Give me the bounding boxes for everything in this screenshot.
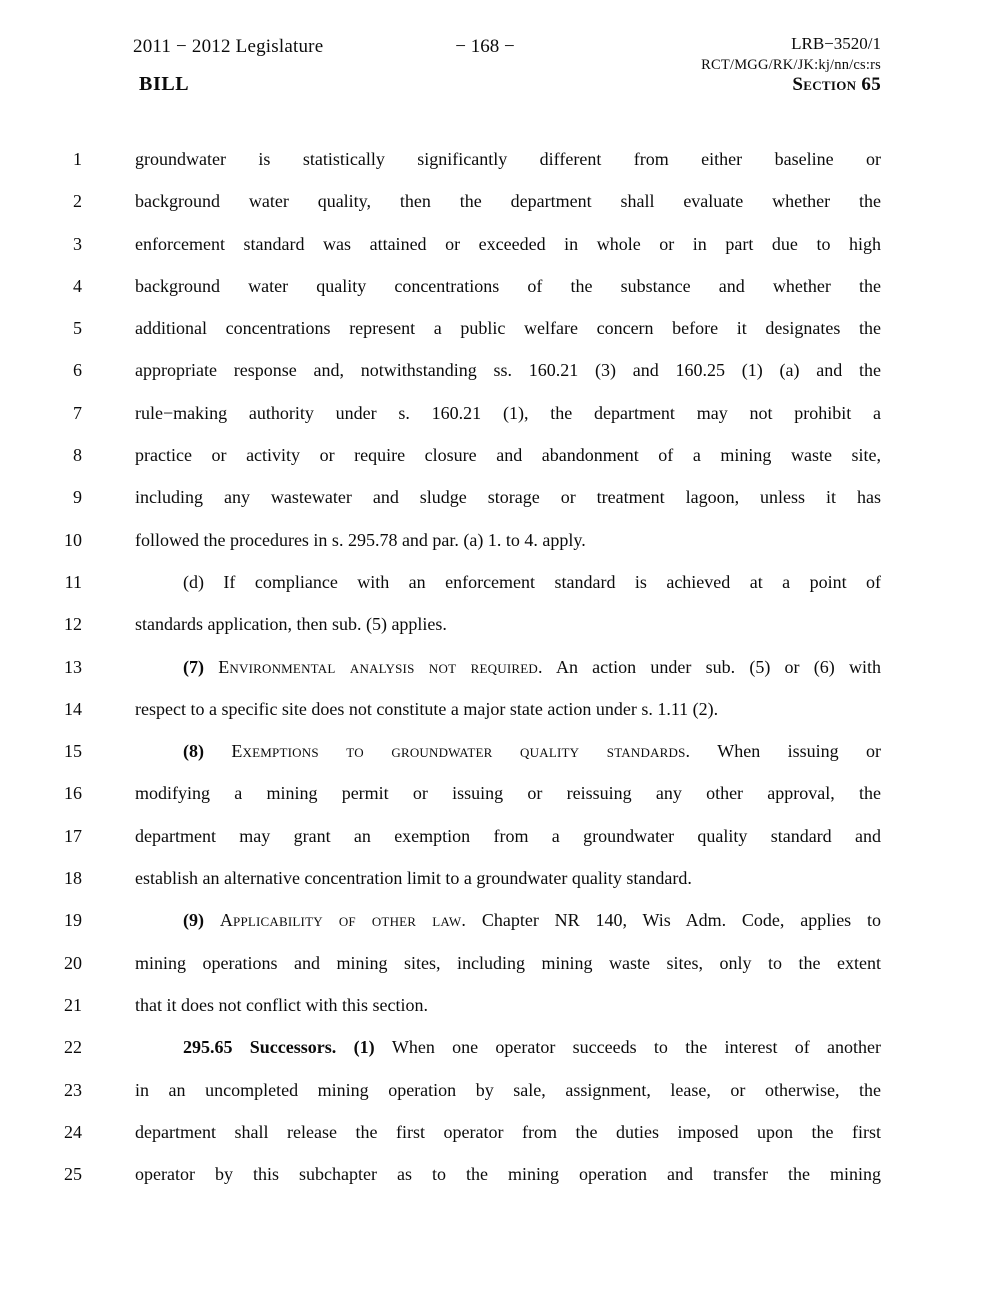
text-segment: groundwater is statistically significantly different from either baseline or: [135, 149, 881, 169]
text-segment: enforcement standard was attained or exceeded in whole or in part due to high: [135, 233, 881, 254]
text-segment: additional concentrations represent a public welfare concern before it designates the: [135, 318, 881, 339]
body-line: [0, 1111, 1000, 1153]
line-number: 5: [73, 318, 82, 339]
line-number: 16: [64, 783, 82, 804]
text-segment: respect to a specific site does not constitute a major state action under s. 1.11 (2).: [135, 698, 719, 719]
text-segment: background water quality, then the department shall evaluate whether the: [135, 191, 881, 212]
body-line: [0, 857, 1000, 899]
body-line: [0, 772, 1000, 814]
text-segment: rule−making authority under s. 160.21 (1), the department may not prohibit a: [135, 402, 881, 423]
line-number: 18: [64, 868, 82, 889]
body-line: [0, 1026, 1000, 1068]
line-text: [135, 646, 881, 688]
text-segment: in an uncompleted mining operation by sale, assignment, lease, or otherwise, the: [135, 1079, 881, 1100]
line-text: [135, 899, 881, 941]
text-segment: appropriate response and, notwithstanding ss. 160.21 (3) and 160.25 (1) (a) and the: [135, 360, 881, 381]
text-segment-bold: (8): [183, 741, 232, 762]
line-number: 4: [73, 275, 82, 296]
header-legislature: 2011 − 2012 Legislature: [133, 36, 324, 57]
line-number: 3: [73, 233, 82, 254]
line-text: [135, 307, 881, 349]
line-number: 12: [64, 614, 82, 635]
header-bill-label: BILL: [139, 73, 190, 95]
text-segment: including any wastewater and sludge storage or treatment lagoon, unless it has: [135, 487, 881, 508]
line-text: [135, 434, 881, 476]
body-line: [0, 265, 1000, 307]
line-text: [135, 1111, 881, 1153]
line-number: 9: [73, 487, 82, 508]
line-text: [135, 519, 881, 561]
text-segment: department shall release the first operator from the duties imposed upon the first: [135, 1121, 881, 1142]
body-line: [0, 984, 1000, 1026]
line-number: 19: [64, 910, 82, 931]
header-page-number: − 168 −: [455, 36, 515, 57]
line-text: [135, 561, 881, 603]
line-number: 1: [73, 149, 82, 169]
text-segment: When one operator succeeds to the interest of another: [391, 1037, 882, 1058]
header-drafting-initials: RCT/MGG/RK/JK:kj/nn/cs:rs: [701, 57, 881, 73]
text-segment: mining operations and mining sites, including mining waste sites, only to the extent: [135, 952, 881, 973]
line-text: [135, 1026, 881, 1068]
line-text: [135, 815, 881, 857]
body-line: [0, 307, 1000, 349]
text-segment: practice or activity or require closure and abandonment of a mining waste site,: [135, 445, 881, 466]
text-segment-smallcaps: Applicability of other law.: [219, 910, 467, 931]
body-line: [0, 1153, 1000, 1195]
body-line: [0, 561, 1000, 603]
line-number: 6: [73, 360, 82, 381]
text-segment-smallcaps: Exemptions to groundwater quality standards.: [231, 741, 691, 762]
line-text: [135, 265, 881, 307]
text-segment-bold: (7): [183, 656, 219, 677]
line-number: 2: [73, 191, 82, 212]
text-segment: modifying a mining permit or issuing or reissuing any other approval, the: [135, 783, 881, 804]
line-text: [135, 688, 881, 730]
line-number: 22: [64, 1037, 82, 1058]
body-line: [0, 519, 1000, 561]
body-line: [0, 730, 1000, 772]
line-number: 23: [64, 1079, 82, 1100]
line-text: [135, 857, 881, 899]
line-number: 10: [64, 529, 82, 550]
body-line: [0, 223, 1000, 265]
line-number: 15: [64, 741, 82, 762]
line-text: [135, 772, 881, 814]
line-number: 14: [64, 698, 82, 719]
text-segment: department may grant an exemption from a groundwater quality standard and: [135, 825, 881, 846]
line-number: 11: [64, 571, 82, 592]
body-line: [0, 688, 1000, 730]
text-segment-bold: (9): [183, 910, 220, 931]
body-line: [0, 180, 1000, 222]
text-segment: standards application, then sub. (5) applies.: [135, 614, 447, 635]
text-segment: An action under sub. (5) or (6) with: [542, 656, 881, 677]
body-line: [0, 349, 1000, 391]
text-segment-bold: 295.65 Successors. (1): [183, 1037, 392, 1058]
line-text: [135, 603, 881, 645]
line-text: [135, 138, 881, 180]
line-text: [135, 942, 881, 984]
line-text: [135, 730, 881, 772]
body-line: [0, 815, 1000, 857]
text-segment: followed the procedures in s. 295.78 and par. (a) 1. to 4. apply.: [135, 529, 586, 550]
body-line: [0, 476, 1000, 518]
line-text: [135, 223, 881, 265]
body-line: [0, 434, 1000, 476]
header-section-label: Section 65: [792, 74, 881, 95]
body-line: [0, 942, 1000, 984]
line-text: [135, 392, 881, 434]
text-segment: When issuing or: [690, 741, 881, 762]
body-line: [0, 646, 1000, 688]
line-text: [135, 1153, 881, 1195]
body-line: [0, 603, 1000, 645]
line-number: 13: [64, 656, 82, 677]
text-segment: (d) If compliance with an enforcement standard is achieved at a point of: [183, 571, 881, 592]
body-line: [0, 392, 1000, 434]
document-body: [0, 138, 1000, 1195]
text-segment: establish an alternative concentration limit to a groundwater quality standard.: [135, 868, 692, 889]
line-number: 8: [73, 445, 82, 466]
line-number: 17: [64, 825, 82, 846]
line-number: 25: [64, 1164, 82, 1185]
header-lrb-number: LRB−3520/1: [791, 34, 881, 53]
line-number: 20: [64, 952, 82, 973]
text-segment: Chapter NR 140, Wis Adm. Code, applies to: [466, 910, 882, 931]
text-segment: operator by this subchapter as to the mining operation and transfer the mining: [135, 1164, 881, 1185]
line-text: [135, 476, 881, 518]
line-text: [135, 180, 881, 222]
text-segment-smallcaps: Environmental analysis not required.: [218, 656, 543, 677]
body-line: [0, 899, 1000, 941]
text-segment: that it does not conflict with this section.: [135, 994, 428, 1015]
line-text: [135, 984, 881, 1026]
line-text: [135, 1069, 881, 1111]
line-number: 7: [73, 402, 82, 423]
body-line: [0, 138, 1000, 180]
line-number: 21: [64, 994, 82, 1015]
text-segment: background water quality concentrations of the substance and whether the: [135, 275, 881, 296]
line-text: [135, 349, 881, 391]
line-number: 24: [64, 1121, 82, 1142]
body-line: [0, 1069, 1000, 1111]
